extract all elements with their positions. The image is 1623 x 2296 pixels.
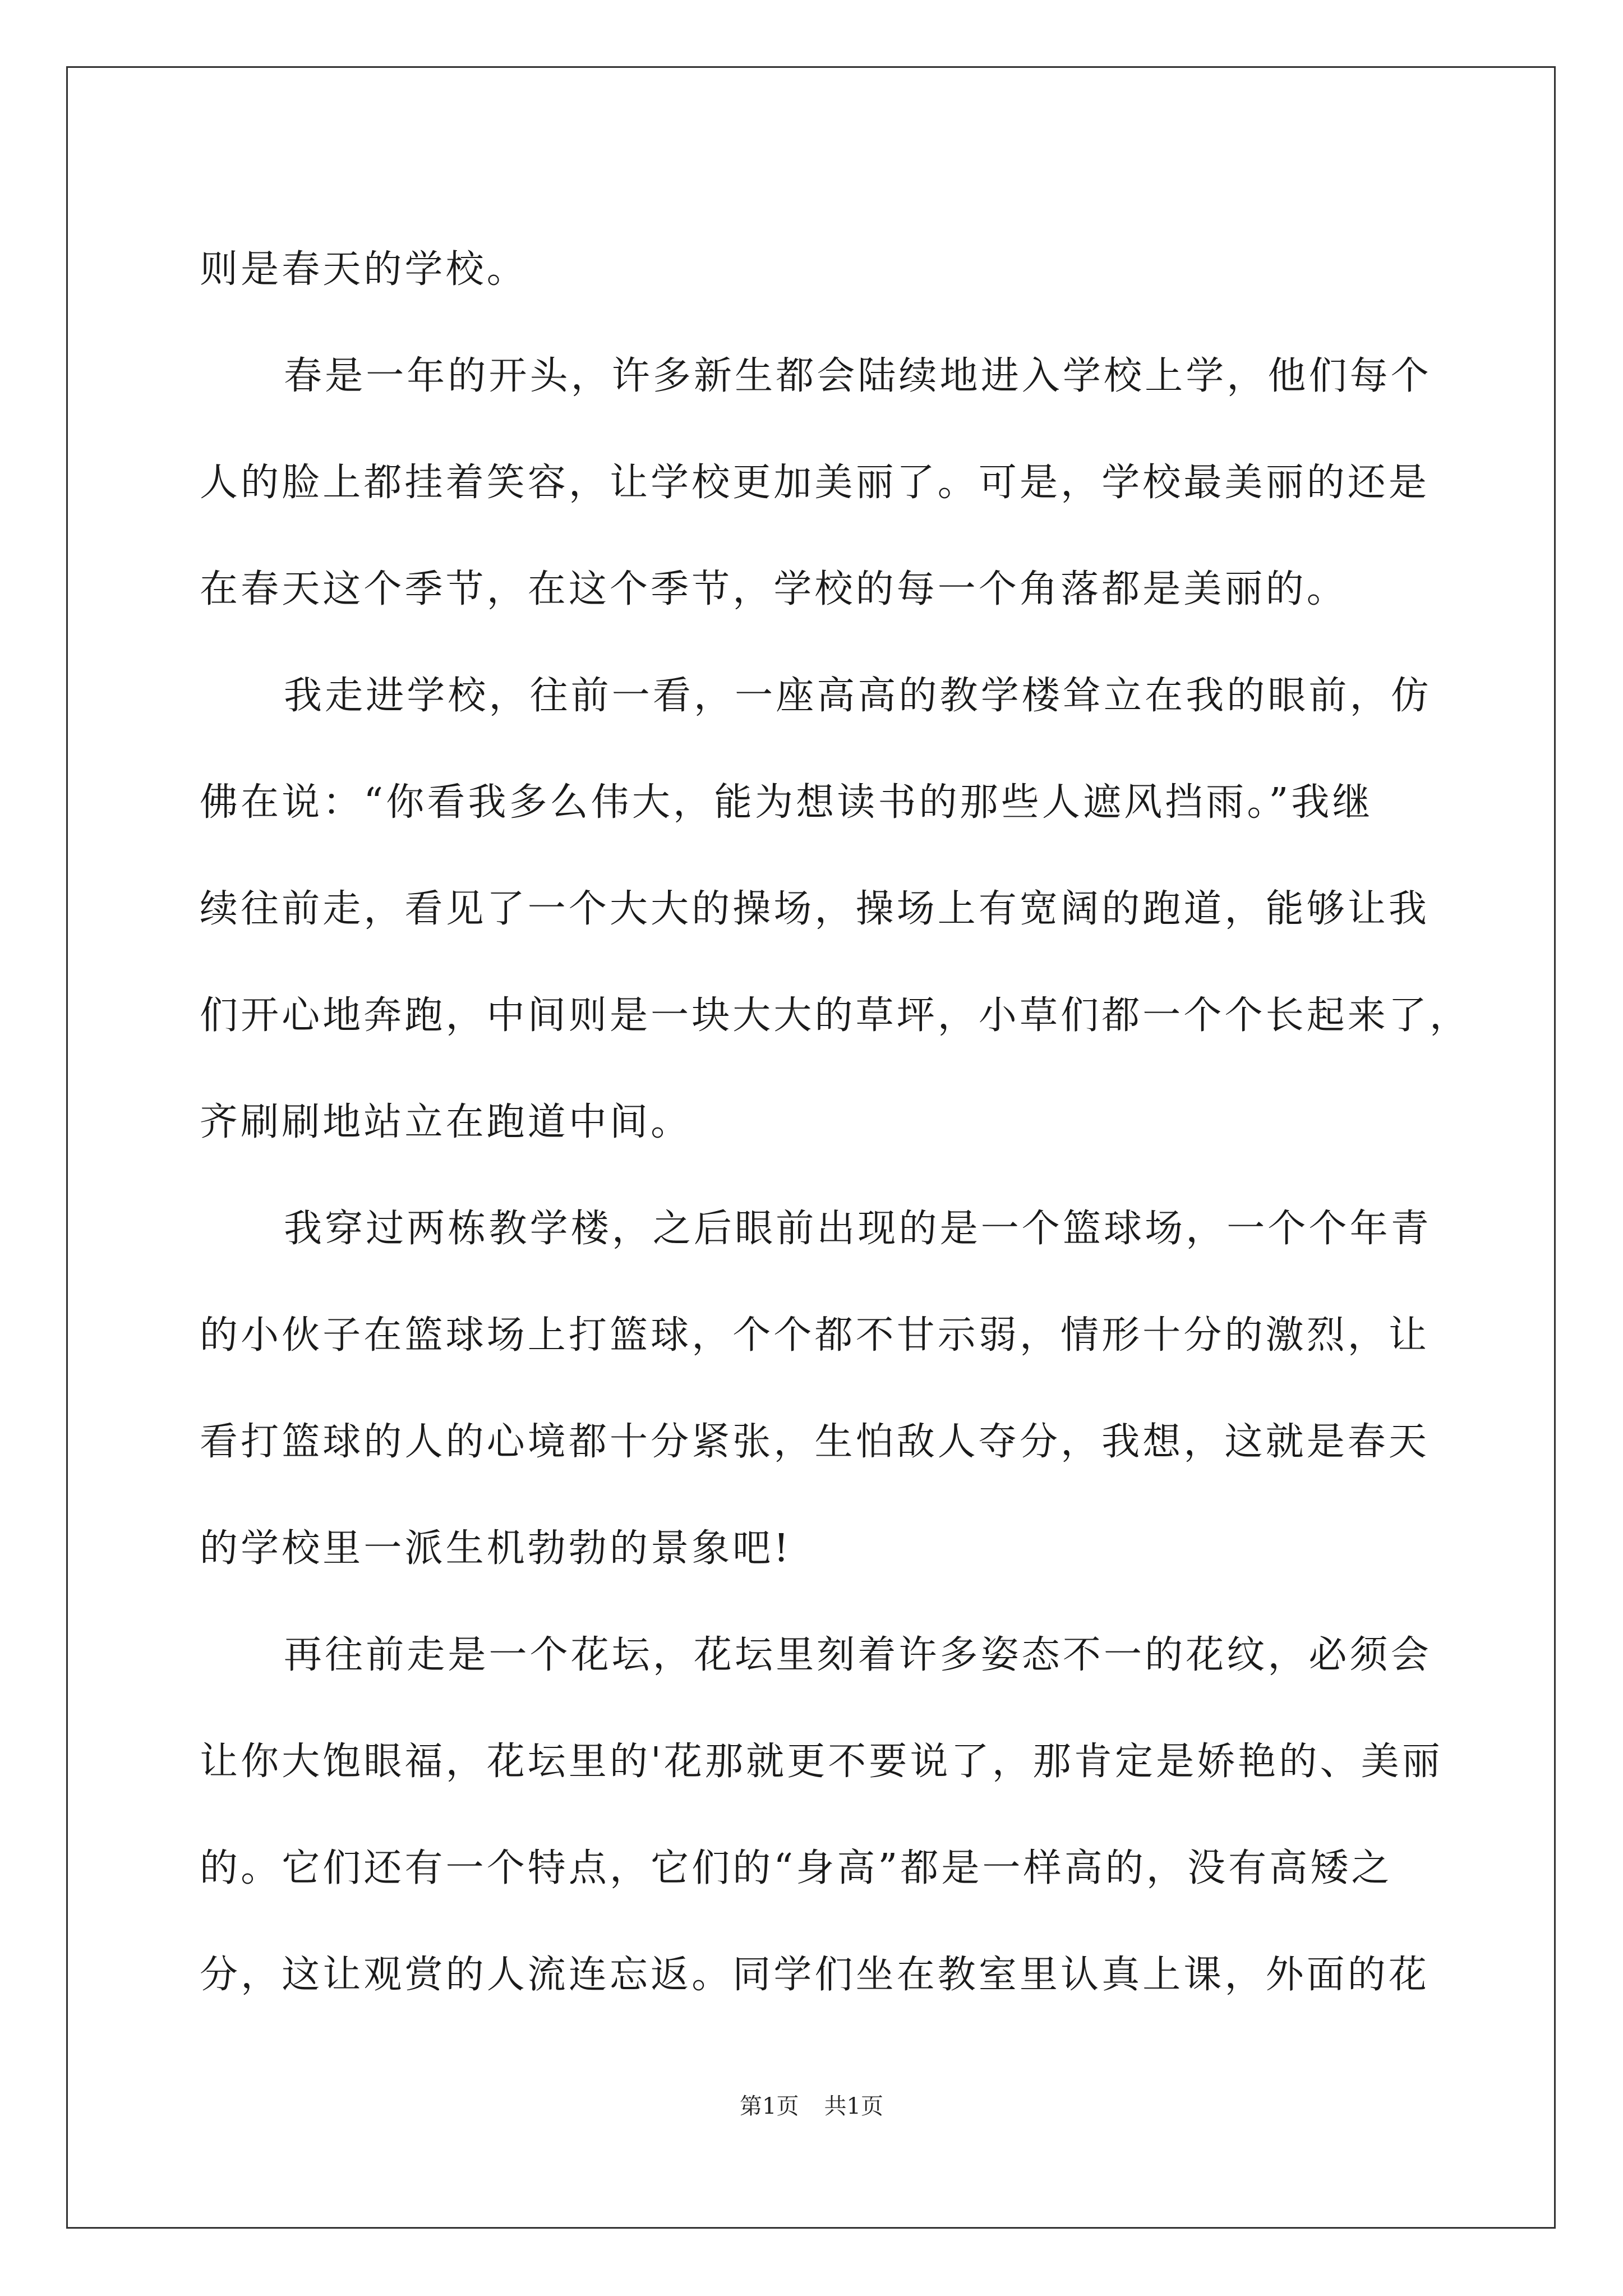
text-line: 分，这让观赏的人流连忘返。同学们坐在教室里认真上课，外面的花 xyxy=(200,1953,1430,1997)
text-line: 的。它们还有一个特点，它们的“身高”都是一样高的，没有高矮之 xyxy=(200,1846,1393,1890)
text-line: 则是春天的学校。 xyxy=(200,247,528,292)
text-line: 让你大饱眼福，花坛里的'花那就更不要说了，那肯定是娇艳的、美丽 xyxy=(200,1740,1443,1784)
page-number: 第1页 xyxy=(740,2093,799,2119)
text-line: 我走进学校，往前一看，一座高高的教学楼耸立在我的眼前，仿 xyxy=(284,674,1432,718)
text-line: 在春天这个季节，在这个季节，学校的每一个角落都是美丽的。 xyxy=(200,567,1348,611)
text-line: 的学校里一派生机勃勃的景象吧! xyxy=(200,1526,792,1571)
text-line: 们开心地奔跑，中间则是一块大大的草坪，小草们都一个个长起来了， xyxy=(200,993,1471,1038)
text-line: 我穿过两栋教学楼，之后眼前出现的是一个篮球场，一个个年青 xyxy=(284,1207,1432,1251)
text-line: 续往前走，看见了一个大大的操场，操场上有宽阔的跑道，能够让我 xyxy=(200,887,1430,931)
text-line: 佛在说：“你看我多么伟大，能为想读书的那些人遮风挡雨。”我继 xyxy=(200,780,1373,825)
page-total: 共1页 xyxy=(824,2093,883,2119)
text-line: 再往前走是一个花坛，花坛里刻着许多姿态不一的花纹，必须会 xyxy=(284,1633,1432,1677)
text-line: 齐刷刷地站立在跑道中间。 xyxy=(200,1100,692,1144)
text-line: 看打篮球的人的心境都十分紧张，生怕敌人夺分，我想，这就是春天 xyxy=(200,1420,1430,1464)
text-line: 的小伙子在篮球场上打篮球，个个都不甘示弱，情形十分的激烈，让 xyxy=(200,1313,1430,1358)
page-footer xyxy=(0,2092,1623,2120)
document-body xyxy=(200,217,1471,2028)
text-line: 人的脸上都挂着笑容，让学校更加美丽了。可是，学校最美丽的还是 xyxy=(200,461,1430,505)
text-line: 春是一年的开头，许多新生都会陆续地进入学校上学，他们每个 xyxy=(284,354,1432,398)
